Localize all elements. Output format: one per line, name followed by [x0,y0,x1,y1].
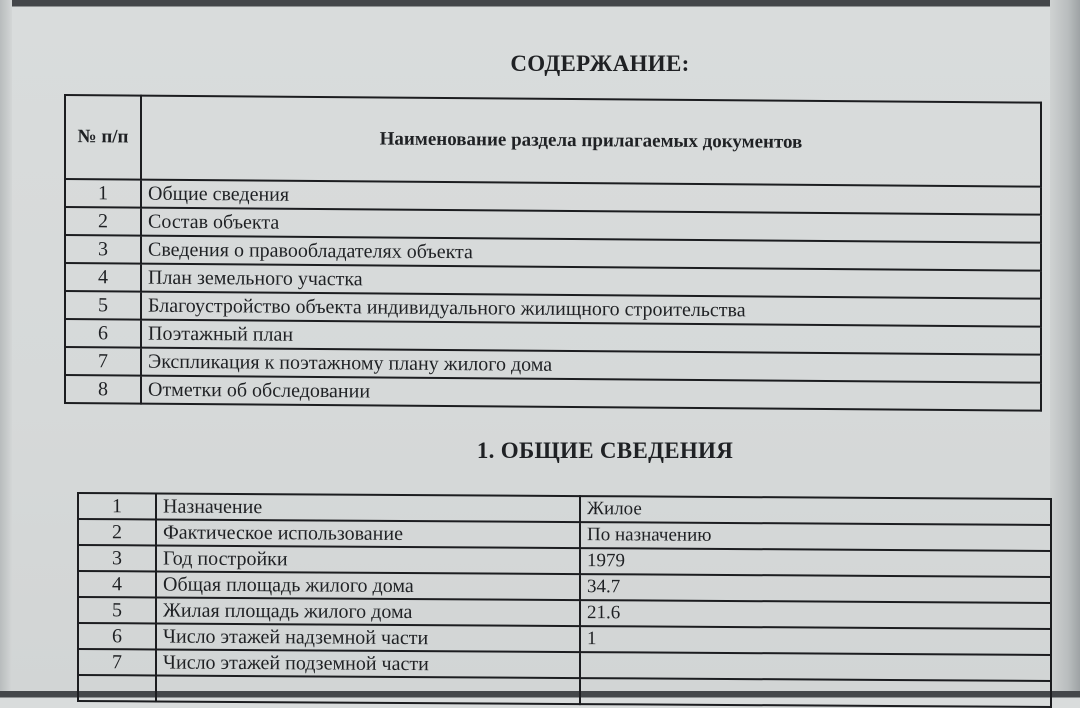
toc-row-num: 1 [65,179,141,208]
toc-header-num: № п/п [65,95,141,180]
info-row-num: 5 [78,597,156,623]
info-row-label: Год постройки [156,545,580,574]
info-row-num: 3 [78,545,156,571]
info-row-label: Число этажей подземной части [156,649,580,678]
info-row-num: 1 [78,493,156,519]
toc-row-name: Экспликация к поэтажному плану жилого дома [141,348,1041,383]
info-row-value: 34.7 [580,574,1051,603]
toc-table [64,94,1042,412]
info-row-value: 21.6 [580,600,1051,629]
info-row-num: 4 [78,571,156,597]
info-row-num: 2 [78,519,156,545]
info-row-value: По назначению [580,522,1051,551]
toc-header-row [65,95,1041,187]
info-row-label: Общая площадь жилого дома [156,571,580,600]
toc-row-num: 4 [65,263,141,292]
toc-row-num: 3 [65,235,141,264]
info-row-value [580,652,1051,681]
toc-row-num: 6 [65,319,141,348]
toc-row-num: 2 [65,207,141,236]
toc-header-name: Наименование раздела прилагаемых документов [141,96,1041,187]
toc-row-name: Сведения о правообладателях объекта [141,236,1041,271]
toc-row-name: Отметки об обследовании [141,376,1041,411]
info-row-value [580,678,1051,707]
info-row-label [156,675,580,704]
info-row-value: Жилое [580,496,1051,525]
info-row-label: Фактическое использование [156,519,580,548]
toc-row-num: 8 [65,375,141,404]
info-row-value: 1979 [580,548,1051,577]
toc-row-name: Состав объекта [141,208,1041,243]
general-info-table [77,492,1052,708]
toc-row-name: Общие сведения [141,180,1041,215]
toc-title: СОДЕРЖАНИЕ: [510,51,690,76]
page-edge-right [1050,0,1080,691]
section-title: 1. ОБЩИЕ СВЕДЕНИЯ [476,438,734,463]
toc-row-name: Поэтажный план [141,320,1041,355]
info-row-num: 7 [78,649,156,675]
info-row-value: 1 [580,626,1051,655]
toc-row-name: Благоустройство объекта индивидуального жилищного строительства [141,292,1041,327]
toc-row-num: 7 [65,347,141,376]
info-row-label: Число этажей надземной части [156,623,580,652]
info-row-label: Назначение [156,493,580,522]
info-row-num: 6 [78,623,156,649]
page-edge-left [0,0,12,691]
toc-row-name: План земельного участка [141,264,1041,299]
info-row-num [78,675,156,701]
info-row-label: Жилая площадь жилого дома [156,597,580,626]
toc-row-num: 5 [65,291,141,320]
